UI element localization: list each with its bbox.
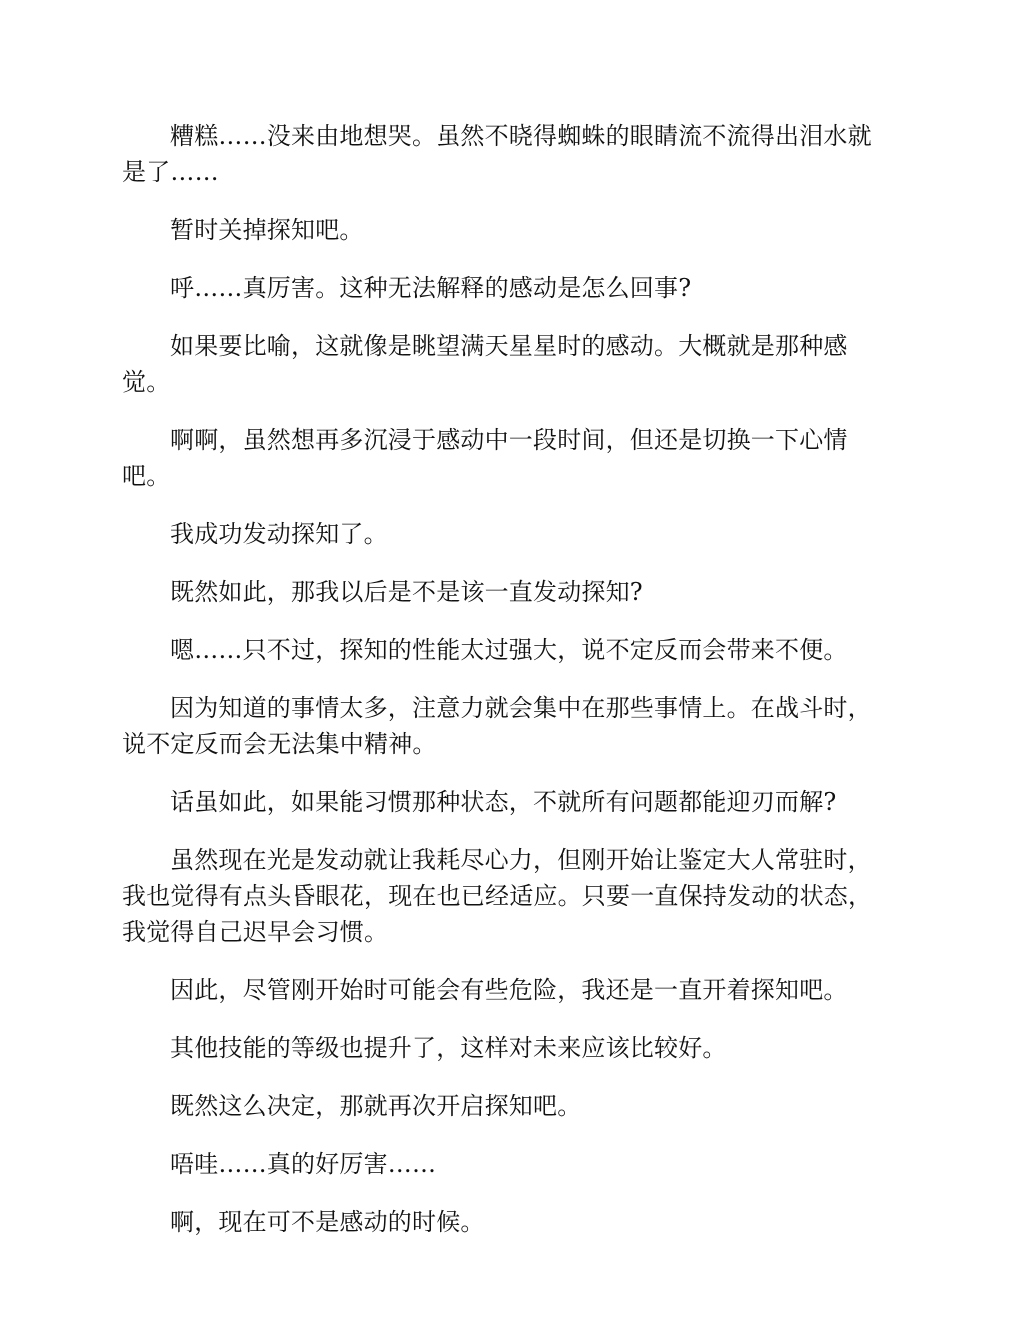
paragraph-13: 其他技能的等级也提升了，这样对未来应该比较好。 bbox=[170, 1034, 727, 1062]
paragraph-12: 因此，尽管刚开始时可能会有些危险，我还是一直开着探知吧。 bbox=[170, 976, 848, 1004]
paragraph-3: 呼……真厉害。这种无法解释的感动是怎么回事? bbox=[170, 274, 692, 302]
body-text bbox=[122, 118, 892, 1262]
paragraph-2: 暂时关掉探知吧。 bbox=[170, 216, 364, 244]
paragraph-5: 啊啊，虽然想再多沉浸于感动中一段时间，但还是切换一下心情吧。 bbox=[122, 426, 848, 490]
paragraph-7: 既然如此，那我以后是不是该一直发动探知? bbox=[170, 578, 643, 606]
paragraph-1: 糟糕……没来由地想哭。虽然不晓得蜘蛛的眼睛流不流得出泪水就是了…… bbox=[122, 122, 872, 186]
paragraph-11: 虽然现在光是发动就让我耗尽心力，但刚开始让鉴定大人常驻时，我也觉得有点头昏眼花，现在也已经适应。只要一直保持发动的状态，我觉得自己迟早会习惯。 bbox=[122, 846, 873, 946]
paragraph-4: 如果要比喻，这就像是眺望满天星星时的感动。大概就是那种感觉。 bbox=[122, 332, 848, 396]
paragraph-15: 唔哇……真的好厉害…… bbox=[170, 1150, 437, 1178]
paragraph-9: 因为知道的事情太多，注意力就会集中在那些事情上。在战斗时，说不定反而会无法集中精神。 bbox=[122, 694, 872, 758]
paragraph-8: 嗯……只不过，探知的性能太过强大，说不定反而会带来不便。 bbox=[170, 636, 848, 664]
paragraph-6: 我成功发动探知了。 bbox=[170, 520, 388, 548]
paragraph-10: 话虽如此，如果能习惯那种状态，不就所有问题都能迎刃而解? bbox=[170, 788, 837, 816]
paragraph-14: 既然这么决定，那就再次开启探知吧。 bbox=[170, 1092, 582, 1120]
paragraph-16: 啊，现在可不是感动的时候。 bbox=[170, 1208, 485, 1236]
